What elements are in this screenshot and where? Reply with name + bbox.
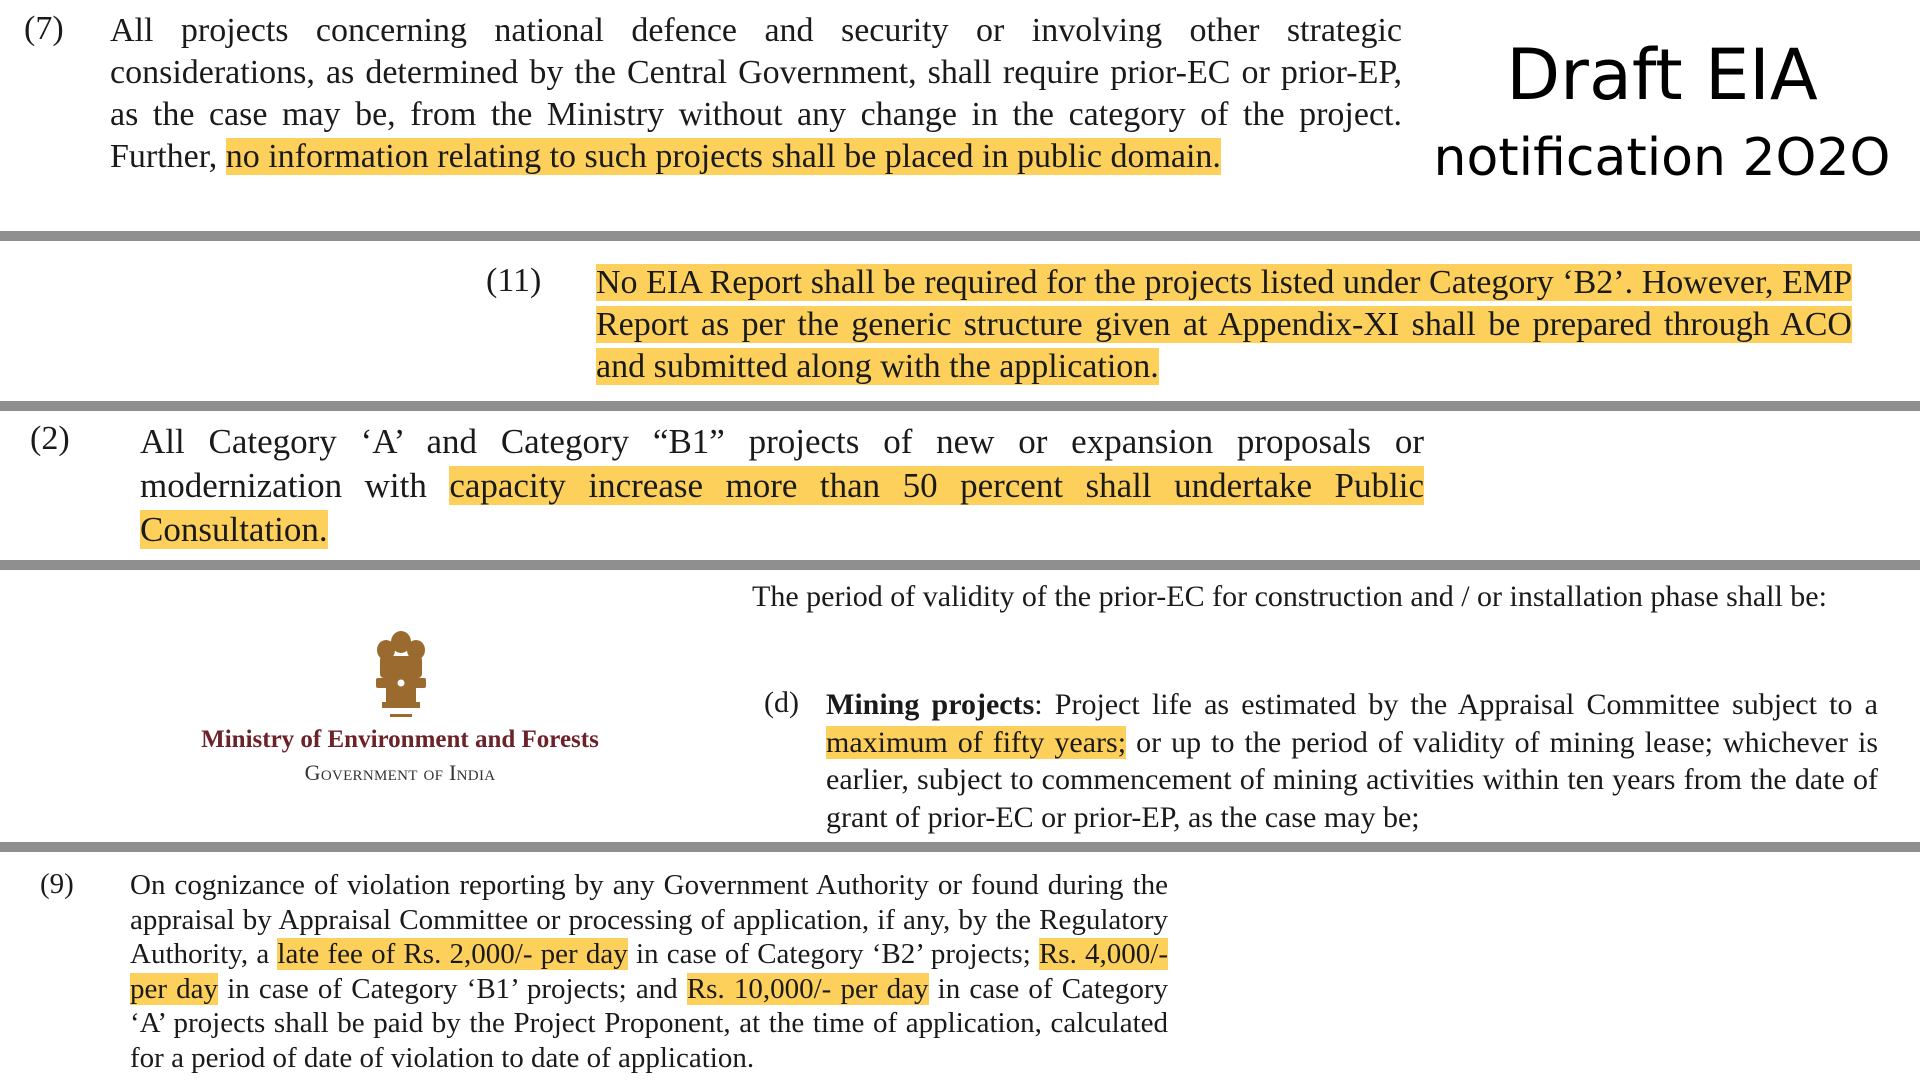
validity-intro-text: The period of validity of the prior-EC for construction and / or installation phase shall be: [752,580,1827,613]
page-title [1432,30,1892,198]
clause-d-highlight: maximum of fifty years; [826,725,1127,759]
clause-2-text [140,420,1424,552]
section-divider [0,560,1920,570]
clause-number-2: (2) [30,420,70,457]
title-line-1: Draft EIA [1506,34,1818,116]
clause-9-text-b: in case of Category ‘B2’ projects; [627,938,1039,970]
clause-9-text-c: in case of Category ‘B1’ projects; and [218,972,687,1005]
clause-d-text-a: : Project life as estimated by the Appraisal Committee subject to a [1034,688,1878,721]
section-divider [0,231,1920,241]
clause-2-highlight: capacity increase more than 50 percent shall undertake Public Consultation. [140,466,1424,549]
ministry-name: Ministry of Environment and Forests [201,726,599,753]
clause-9-text [130,868,1168,1075]
government-of-india-label: Government of India [304,760,496,785]
section-divider [0,401,1920,411]
clause-9-highlight-2: Rs. 4,000/- per day [130,938,1168,1005]
clause-number-9: (9) [40,868,74,900]
clause-7-text [110,10,1402,178]
clause-d-text [826,686,1878,836]
clause-2-plain-text: All Category ‘A’ and Category “B1” projects of new or expansion proposals or modernization with [140,422,1424,505]
clause-7-highlight: no information relating to such projects shall be placed in public domain. [225,138,1221,175]
clause-9-highlight-3: Rs. 10,000/- per day [686,972,929,1005]
clause-11-text [596,262,1852,388]
mining-projects-label: Mining projects [826,688,1035,721]
ashoka-emblem-icon [356,628,446,722]
clause-7-plain-text: All projects concerning national defence and security or involving other strategic considerations, as determined by the Central Government, shall require prior-EC or prior-EP, as the case may be, from the Ministry without any change in the category of the project. Further, [110,12,1402,175]
section-divider [0,842,1920,852]
clause-11-highlight: No EIA Report shall be required for the projects listed under Category ‘B2’. However, EMP Report as per the generic structure given at Appendix-XI shall be prepared through ACO and submitted along with the application. [596,264,1852,385]
clause-9-text-d: in case of Category ‘A’ projects shall be paid by the Project Proponent, at the time of application, calculated for a period of date of violation to date of application. [130,972,1168,1074]
clause-9-highlight-1: late fee of Rs. 2,000/- per day [277,938,628,970]
clause-9-text-a: On cognizance of violation reporting by any Government Authority or found during the appraisal by Appraisal Committee or processing of application, if any, by the Regulatory Authority, a [130,869,1168,970]
title-line-2: notification 2O2O [1433,128,1891,188]
clause-number-7: (7) [24,10,64,47]
clause-number-11: (11) [486,262,542,299]
clause-d-text-b: or up to the period of validity of mining lease; whichever is earlier, subject to commencement of mining activities within ten years from the date of grant of prior-EC or prior-EP, as the case may be; [826,725,1878,834]
clause-letter-d: (d) [764,686,799,719]
